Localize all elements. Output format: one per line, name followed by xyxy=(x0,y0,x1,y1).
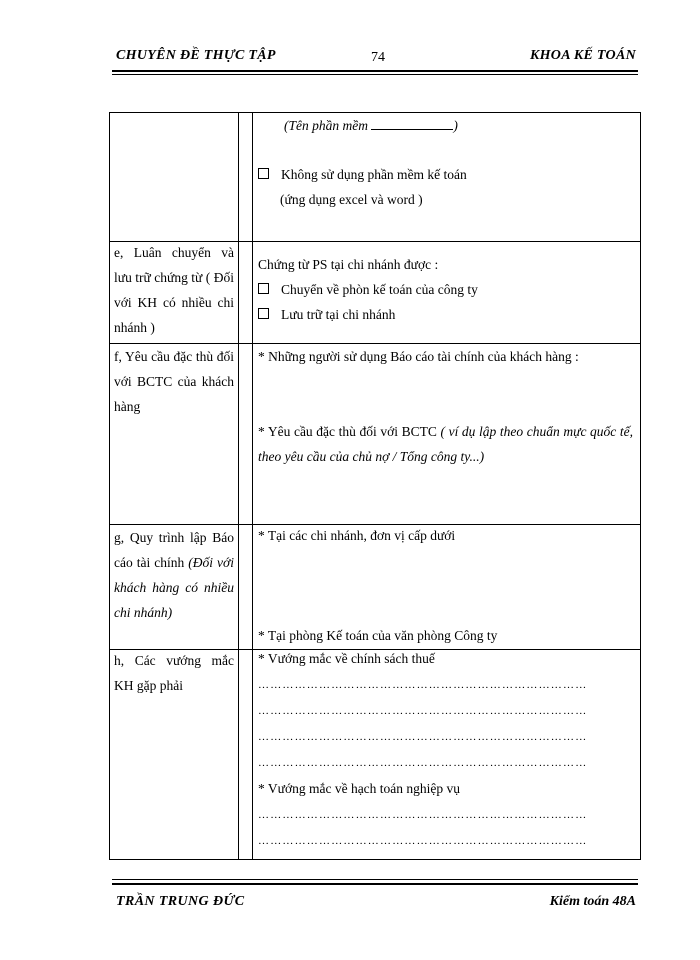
option-no-software-label: Không sử dụng phần mềm kế toán xyxy=(281,167,467,182)
row-h-content xyxy=(258,646,633,854)
page-header xyxy=(116,46,636,70)
checkbox-icon[interactable] xyxy=(258,283,269,294)
row-g-label-italic: (Đối với khách hàng có nhiều chi nhánh) xyxy=(114,555,234,620)
option-no-software[interactable] xyxy=(258,162,633,187)
row-h-line-2: * Vướng mắc về hạch toán nghiệp vụ xyxy=(258,781,461,796)
row-h-label: h, Các vướng mắc KH gặp phải xyxy=(114,653,234,693)
row-e-option-1[interactable] xyxy=(258,277,633,302)
table-row-e xyxy=(110,242,640,343)
row-e-option-2-label: Lưu trữ tại chi nhánh xyxy=(281,307,396,322)
row-e-label: e, Luân chuyển và lưu trữ chứng từ ( Đối với KH có nhiều chi nhánh ) xyxy=(114,245,234,335)
table-row-g xyxy=(110,525,640,649)
row-f-line-2 xyxy=(258,419,633,469)
header-rule-thin xyxy=(112,74,638,75)
footer-author: TRẦN TRUNG ĐỨC xyxy=(116,894,245,909)
row-f-label: f, Yêu cầu đặc thù đối với BCTC của khách hàng xyxy=(114,349,234,414)
dotted-line[interactable]: ……………………………………………………………………… xyxy=(258,731,588,743)
row-e-intro: Chứng từ PS tại chi nhánh được : xyxy=(258,257,439,272)
row-f-line-1: * Những người sử dụng Báo cáo tài chính của khách hàng : xyxy=(258,349,579,364)
row-g-content xyxy=(258,523,633,548)
software-name-label: (Tên phần mềm xyxy=(284,118,368,133)
header-department: KHOA KẾ TOÁN xyxy=(529,48,636,63)
footer-rule-thin xyxy=(112,879,638,880)
dotted-line[interactable]: ……………………………………………………………………… xyxy=(258,835,588,847)
table-row-h xyxy=(110,650,640,859)
row-f-content xyxy=(258,344,633,469)
row-f-line-2-italic: ( ví dụ lập theo chuẩn mực quốc tế, theo yêu cầu của chủ nợ / Tổng công ty...) xyxy=(258,424,634,464)
page-footer xyxy=(116,894,636,918)
dotted-line[interactable]: ……………………………………………………………………… xyxy=(258,679,588,691)
checkbox-icon[interactable] xyxy=(258,168,269,179)
row-g-line-2: * Tại phòng Kế toán của văn phòng Công ty xyxy=(258,628,498,643)
row-g-label xyxy=(114,525,234,625)
header-title: CHUYÊN ĐỀ THỰC TẬP xyxy=(116,48,276,63)
row-g-line-1: * Tại các chi nhánh, đơn vị cấp dưới xyxy=(258,528,456,543)
page-number: 74 xyxy=(371,50,385,65)
software-name-line xyxy=(258,113,633,138)
software-name-blank[interactable] xyxy=(371,117,453,130)
row-e-option-1-label: Chuyển về phòn kế toán của công ty xyxy=(281,282,478,297)
audit-table xyxy=(109,112,641,860)
footer-class: Kiểm toán 48A xyxy=(549,894,636,909)
option-no-software-note: (ứng dụng excel và word ) xyxy=(280,192,423,207)
table-row-f xyxy=(110,344,640,524)
row-e-option-2[interactable] xyxy=(258,302,633,327)
dotted-line[interactable]: ……………………………………………………………………… xyxy=(258,757,588,769)
table-row-software xyxy=(110,113,640,241)
checkbox-icon[interactable] xyxy=(258,308,269,319)
dotted-line[interactable]: ……………………………………………………………………… xyxy=(258,705,588,717)
row-g-content-2 xyxy=(258,623,633,648)
row-e-content xyxy=(258,252,633,327)
software-name-close: ) xyxy=(453,118,458,133)
footer-rule-thick xyxy=(112,883,638,885)
software-cell xyxy=(258,113,633,212)
row-h-line-1: * Vướng mắc về chính sách thuế xyxy=(258,651,435,666)
row-g-label-text: g, Quy trình lập Báo cáo tài chính xyxy=(114,530,234,570)
dotted-line[interactable]: ……………………………………………………………………… xyxy=(258,809,588,821)
row-f-line-2-prefix: * Yêu cầu đặc thù đối với BCTC xyxy=(258,424,437,439)
header-rule-thick xyxy=(112,70,638,72)
